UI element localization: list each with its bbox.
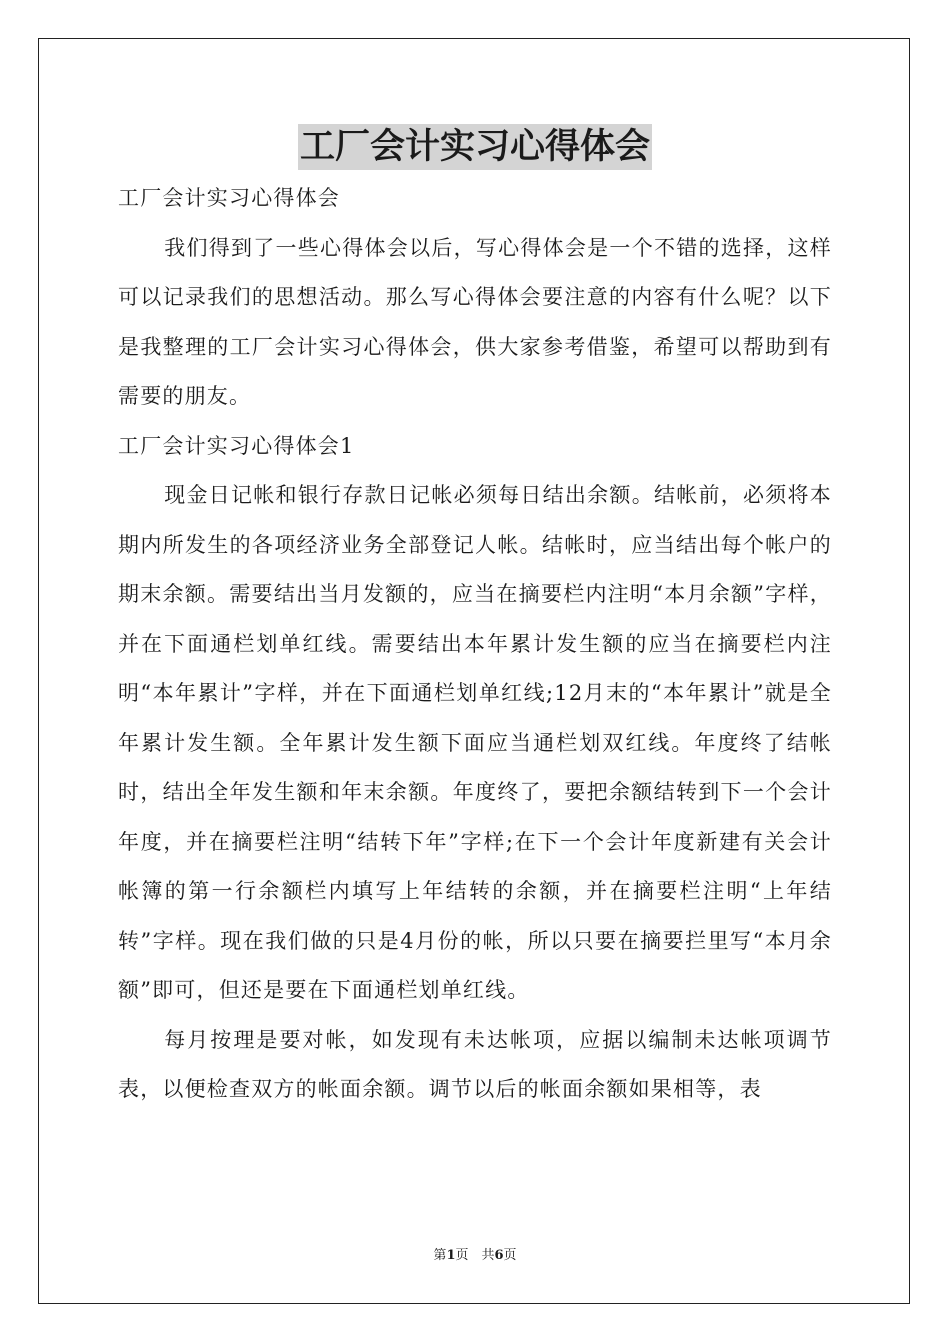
document-body [118,174,832,1115]
section-heading-intro: 工厂会计实习心得体会 [118,186,340,210]
paragraph-intro: 我们得到了一些心得体会以后，写心得体会是一个不错的选择，这样可以记录我们的思想活动。那么写心得体会要注意的内容有什么呢？以下是我整理的工厂会计实习心得体会，供大家参考借鉴，希望可以帮助到有需要的朋友。 [118,235,832,408]
page-mid: 页 共 [455,1248,495,1263]
page-suffix: 页 [503,1248,517,1263]
page-prefix: 第 [433,1248,447,1263]
current-page-number: 1 [446,1248,456,1263]
total-page-number: 6 [494,1248,504,1263]
page-footer [0,1247,950,1265]
section-heading-1: 工厂会计实习心得体会1 [118,433,355,458]
paragraph-2: 每月按理是要对帐，如发现有未达帐项，应据以编制未达帐项调节表，以便检查双方的帐面余额。调节以后的帐面余额如果相等，表 [118,1027,832,1101]
paragraph-1: 现金日记帐和银行存款日记帐必须每日结出余额。结帐前，必须将本期内所发生的各项经济业务全部登记人帐。结帐时，应当结出每个帐户的期末余额。需要结出当月发额的，应当在摘要栏内注明“本月余额”字样，并在下面通栏划单红线。需要结出本年累计发生额的应当在摘要栏内注明“本年累计”字样，并在下面通栏划单红线;12月末的“本年累计”就是全年累计发生额。全年累计发生额下面应当通栏划双红线。年度终了结帐时，结出全年发生额和年末余额。年度终了，要把余额结转到下一个会计年度，并在摘要栏注明“结转下年”字样;在下一个会计年度新建有关会计帐簿的第一行余额栏内填写上年结转的余额，并在摘要栏注明“上年结转”字样。现在我们做的只是4月份的帐，所以只要在摘要拦里写“本月余额”即可，但还是要在下面通栏划单红线。 [118,483,832,1002]
document-title: 工厂会计实习心得体会 [298,124,652,170]
title-wrap [0,124,950,170]
